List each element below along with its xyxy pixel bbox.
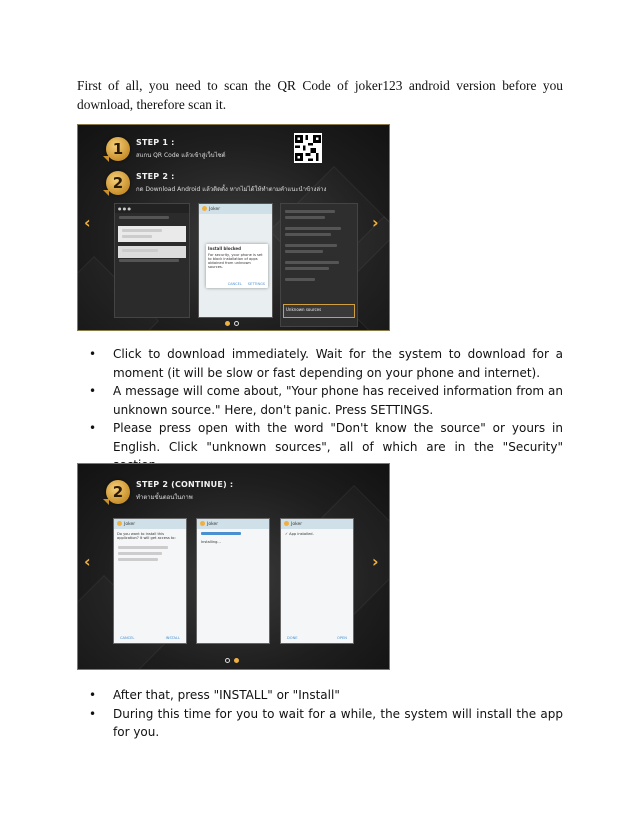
cancel-button[interactable]: CANCEL	[227, 282, 242, 286]
notification-line	[122, 249, 158, 252]
install-blocked-dialog	[206, 244, 268, 288]
unknown-sources-label: Unknown sources	[286, 307, 322, 312]
step-2-subtitle: กด Download Android แล้วติดตั้ง หากไม่ได้ให้ทำตามคำแนะนำข้างล่าง	[136, 186, 327, 193]
settings-row	[285, 261, 339, 264]
carousel-dots	[225, 321, 239, 326]
app-name: Joker	[124, 522, 136, 527]
settings-row	[285, 216, 325, 219]
joker-app-icon	[200, 521, 205, 526]
joker-app-icon	[284, 521, 289, 526]
open-button[interactable]: OPEN	[337, 636, 347, 640]
notification-card	[118, 226, 186, 242]
step-2-title: STEP 2 :	[136, 172, 175, 181]
phone-app-header	[199, 204, 272, 214]
phone-app-header	[281, 519, 353, 529]
carousel-dot-2[interactable]	[234, 658, 239, 663]
phone-security-settings-panel	[280, 203, 358, 327]
phone-install-blocked-panel	[198, 203, 273, 318]
instructions-list-1	[77, 345, 563, 475]
notification-card	[118, 246, 186, 258]
settings-row	[285, 227, 341, 230]
screenshot-step-2-continue	[77, 463, 390, 670]
phone-installing-panel	[196, 518, 270, 644]
prev-arrow-icon[interactable]: ‹	[84, 552, 91, 571]
list-item: • Click to download immediately. Wait for the system to download for a moment (it will be slow or fast depending on your phone and internet).	[77, 345, 563, 382]
step-2-continue-title: STEP 2 (CONTINUE) :	[136, 480, 234, 489]
step-1-badge: 1	[106, 137, 130, 161]
step-1-subtitle: สแกน QR Code แล้วเข้าสู่เว็บไซต์	[136, 152, 226, 159]
app-installed-label: App installed.	[289, 532, 314, 536]
cancel-button[interactable]: CANCEL	[120, 636, 135, 640]
notification-line	[122, 235, 152, 238]
settings-button[interactable]: SETTINGS	[247, 282, 265, 286]
phone-status-bar: ● ● ●	[115, 204, 189, 213]
list-item: • During this time for you to wait for a while, the system will install the app for you.	[77, 705, 563, 742]
carousel-dot-1[interactable]	[225, 321, 230, 326]
screenshot-step-1-2	[77, 124, 390, 331]
install-button[interactable]: INSTALL	[165, 636, 180, 640]
joker-app-icon	[202, 206, 207, 211]
installed-buttons	[287, 636, 347, 640]
phone-notification-panel	[114, 203, 190, 318]
phone-app-header	[114, 519, 186, 529]
phone-installed-panel	[280, 518, 354, 644]
intro-paragraph: First of all, you need to scan the QR Code of joker123 android version before you download, therefore scan it.	[77, 78, 563, 112]
settings-row	[285, 278, 315, 281]
settings-row	[285, 233, 331, 236]
brightness-bar	[119, 216, 169, 219]
permission-row	[118, 546, 168, 549]
step-1-title: STEP 1 :	[136, 138, 175, 147]
qr-code-icon	[294, 133, 322, 163]
step-2-continue-subtitle: ทำตามขั้นตอนในภาพ	[136, 494, 193, 501]
list-item: • Please press open with the word "Don't know the source" or yours in English. Click "unknown sources", all of which are in the "Security"	[77, 419, 563, 475]
done-button[interactable]: DONE	[287, 636, 298, 640]
instructions-list-2	[77, 686, 563, 742]
install-buttons	[120, 636, 180, 640]
app-name: Joker	[291, 522, 303, 527]
check-icon: ✓	[285, 532, 289, 536]
app-name: Joker	[207, 522, 219, 527]
phone-app-header	[197, 519, 269, 529]
settings-row	[285, 244, 337, 247]
permission-row	[118, 552, 162, 555]
notification-line	[122, 229, 162, 232]
step-2-badge: 2	[106, 480, 130, 504]
next-arrow-icon[interactable]: ›	[372, 552, 379, 571]
installing-text: Installing...	[201, 540, 221, 544]
permission-row	[118, 558, 158, 561]
next-arrow-icon[interactable]: ›	[372, 213, 379, 232]
app-installed-text	[281, 529, 353, 539]
install-question: Do you want to install this application? It will get access to:	[117, 532, 176, 540]
list-item: • A message will come about, "Your phone has received information from an unknown source." Here, don't panic. Press SETTINGS.	[77, 382, 563, 419]
carousel-dot-2[interactable]	[234, 321, 239, 326]
step-2-badge: 2	[106, 171, 130, 195]
prev-arrow-icon[interactable]: ‹	[84, 213, 91, 232]
unknown-sources-row[interactable]	[283, 304, 355, 318]
carousel-dots	[225, 658, 239, 663]
settings-row	[285, 210, 335, 213]
settings-row	[285, 250, 323, 253]
dialog-text: For security, your phone is set to block installation of apps obtained from unknown sources.	[208, 253, 263, 269]
app-name: Joker	[209, 207, 221, 212]
list-item: • After that, press "INSTALL" or "Install"	[77, 686, 563, 705]
carousel-dot-1[interactable]	[225, 658, 230, 663]
dialog-title: Install blocked	[208, 246, 241, 251]
phone-install-prompt-panel	[113, 518, 187, 644]
dialog-buttons	[228, 282, 265, 286]
settings-row	[285, 267, 329, 270]
joker-app-icon	[117, 521, 122, 526]
install-progress-bar	[201, 532, 241, 535]
notification-line	[119, 259, 179, 262]
